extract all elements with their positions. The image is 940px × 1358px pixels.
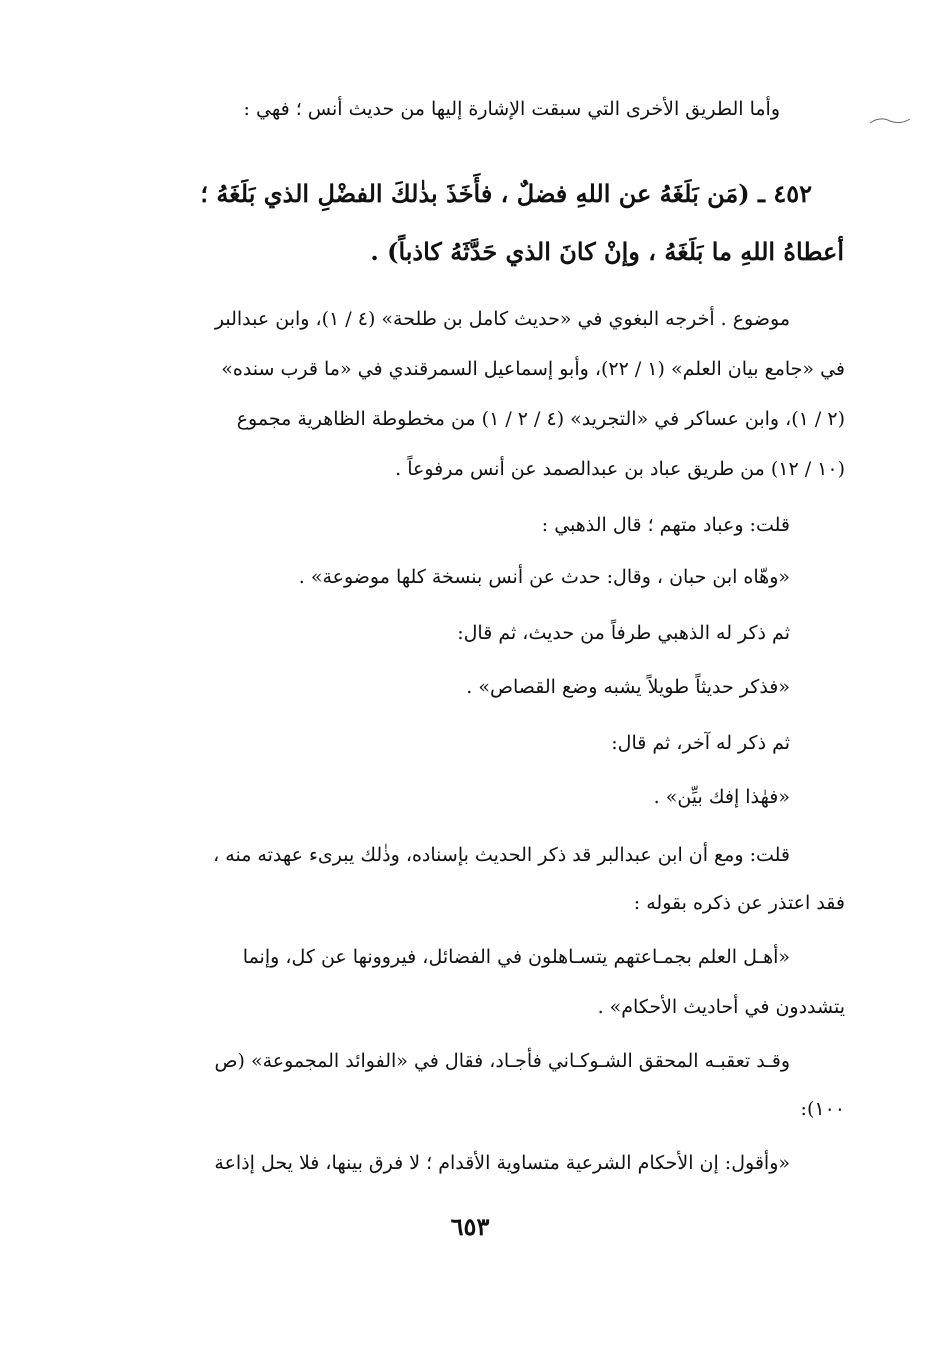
hadith-line-1: ٤٥٢ ـ (مَن بَلَغَهُ عن اللهِ فضلٌ ، فأَخَذَ بذٰلكَ الفضْلِ الذي بَلَغَهُ ؛: [200, 179, 812, 208]
body-line: ثم ذكر له آخر، ثم قال:: [611, 732, 790, 754]
body-line: «وأقول: إن الأحكام الشرعية متساوية الأقدام ؛ لا فرق بينها، فلا يحل إذاعة: [214, 1152, 790, 1174]
body-line: ثم ذكر له الذهبي طرفاً من حديث، ثم قال:: [457, 622, 790, 644]
body-line: (٢ / ١)، وابن عساكر في «التجريد» (٤ / ٢ / ١) من مخطوطة الظاهرية مجموع: [236, 408, 845, 430]
body-line: فقد اعتذر عن ذكره بقوله :: [633, 892, 845, 914]
body-line: «أهـل العلم بجمـاعتهم يتسـاهلون في الفضائل، فيروونها عن كل، وإنما: [242, 946, 790, 968]
body-line: «وهّاه ابن حبان ، وقال: حدث عن أنس بنسخة كلها موضوعة» .: [298, 566, 790, 588]
margin-mark: [868, 114, 912, 128]
body-line: يتشددون في أحاديث الأحكام» .: [597, 996, 845, 1018]
body-line: موضوع . أخرجه البغوي في «حديث كامل بن طلحة» (٤ / ١)، وابن عبدالبر: [214, 308, 790, 330]
page-number: ٦٥٣: [450, 1212, 490, 1241]
body-line: «فذكر حديثاً طويلاً يشبه وضع القصاص» .: [466, 676, 790, 698]
hadith-line-2: أعطاهُ اللهِ ما بَلَغَهُ ، وإنْ كانَ الذي حَدَّثَهُ كاذباً) .: [370, 237, 844, 266]
body-line: قلت: ومع أن ابن عبدالبر قد ذكر الحديث بإسناده، وذٰلك يبرىء عهدته منه ،: [213, 844, 790, 866]
body-line: «فهٰذا إفك بيِّن» .: [653, 786, 790, 808]
body-line: ١٠٠):: [800, 1098, 845, 1120]
body-line: قلت: وعباد متهم ؛ قال الذهبي :: [541, 514, 790, 536]
body-line: في «جامع بيان العلم» (١ / ٢٢)، وأبو إسماعيل السمرقندي في «ما قرب سنده»: [221, 358, 845, 380]
body-line: (١٠ / ١٢) من طريق عباد بن عبدالصمد عن أنس مرفوعاً .: [395, 458, 845, 480]
intro-line: وأما الطريق الأخرى التي سبقت الإشارة إليها من حديث أنس ؛ فهي :: [243, 98, 780, 120]
body-line: وقـد تعقبـه المحقق الشـوكـاني فأجـاد، فقال في «الفوائد المجموعة» (ص: [214, 1050, 790, 1072]
